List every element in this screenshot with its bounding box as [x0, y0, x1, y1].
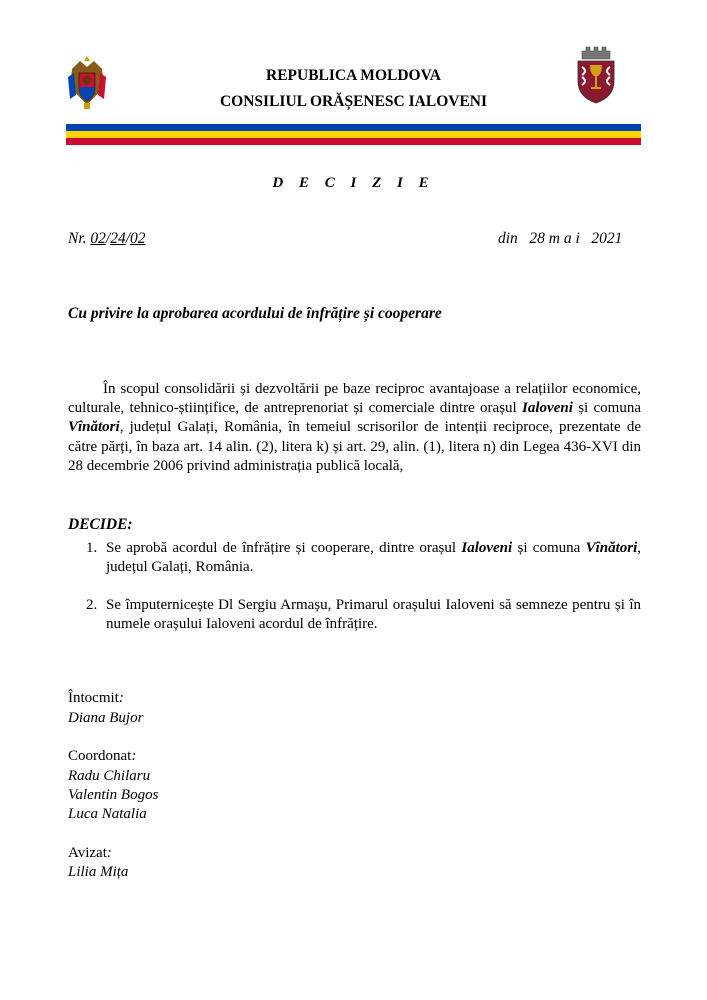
decide-label: DECIDE: [68, 516, 133, 533]
decision-item-1: 1. Se aprobă acordul de înfrățire și cooperare, dintre orașul Ialoveni și comuna Vînători, județul Galați, România. [86, 540, 641, 576]
preamble-paragraph: În scopul consolidării și dezvoltării pe baze reciproc avantajoase a relațiilor economice, culturale, tehnico-științifice, de antreprenoriat și comerciale dintre orașul Ialoveni și comuna Vînători, județul Galați, România, în temeiul scrisorilor de intenții reciproce, prezentate de către părți, în baza art. 14 alin. (2), litera k) și art. 29, alin. (1), litera n) din Legea 436-XVI din 28 decembrie 2006 privind administrația publică locală, [68, 381, 641, 474]
decision-number: Nr. 02/24/02 [68, 230, 146, 247]
decision-date: din 28 m a i 2021 [498, 230, 623, 247]
signature-name: Radu Chilaru [68, 768, 151, 784]
stripe-yellow [66, 131, 641, 138]
signature-name: Lilia Mița [68, 864, 129, 880]
signature-name: Diana Bujor [68, 710, 144, 726]
signature-label-coordinated: Coordonat: [68, 748, 137, 764]
decision-subject: Cu privire la aprobarea acordului de înfrățire și cooperare [68, 305, 442, 322]
stripe-blue [66, 124, 641, 131]
signature-name: Valentin Bogos [68, 787, 159, 803]
signature-label-approved: Avizat: [68, 845, 112, 861]
document-title: D E C I Z I E [272, 175, 435, 191]
decision-item-2: 2. Se împuternicește Dl Sergiu Armașu, Primarul orașului Ialoveni să semneze pentru și în numele orașului Ialoveni acordul de înfrățire. [86, 597, 641, 633]
signature-label-prepared: Întocmit: [68, 690, 124, 706]
header-council: CONSILIUL ORĂȘENESC IALOVENI [219, 93, 488, 110]
flag-stripes [66, 124, 641, 145]
stripe-red [66, 138, 641, 145]
header-republic: REPUBLICA MOLDOVA [266, 67, 441, 84]
signature-name: Luca Natalia [68, 806, 147, 822]
